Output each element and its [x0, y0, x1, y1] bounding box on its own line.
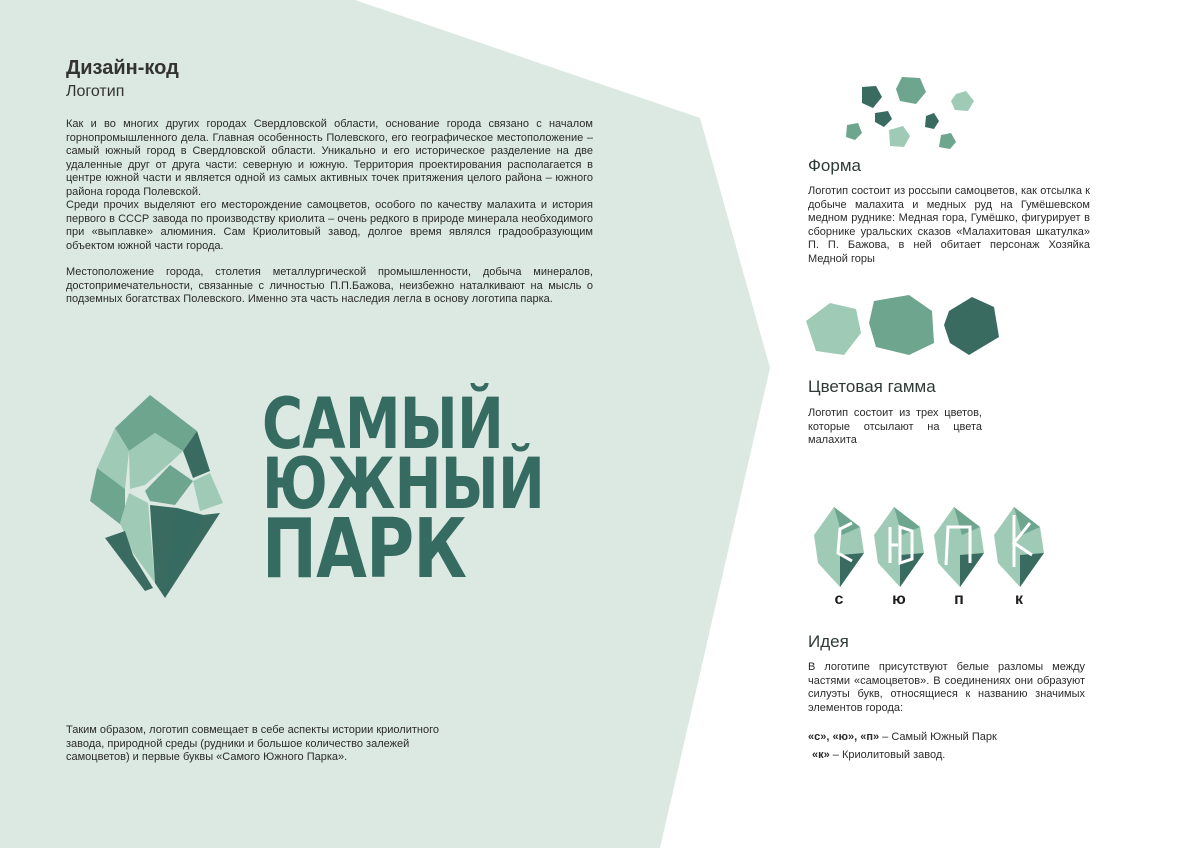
letter-yu: ю [892, 591, 906, 608]
idea-title: Идея [808, 632, 849, 651]
swatch-light [806, 303, 861, 355]
swatch-dark [944, 297, 999, 355]
idea-line-2-letters: «к» [812, 749, 830, 761]
letter-crystals-icon [812, 505, 1052, 590]
conclusion-text: Таким образом, логотип совмещает в себе аспекты истории криолитного завода, природной среды (рудники и большое количество залежей самоцветов) и первые буквы «Самого Южного Парка». [66, 724, 439, 763]
idea-line-2-meaning: – Криолитовый завод. [829, 749, 946, 761]
idea-line-1-meaning: – Самый Южный Парк [879, 731, 997, 743]
crystal-logo-icon [85, 393, 230, 603]
form-text: Логотип состоит из россыпи самоцветов, как отсылка к добыче малахита и медных руд на Гумёшевском медном руднике: Медная гора, Гумёшко, фигурирует в сборнике уральских сказов «Малахитовая шкатулка» П. П. Бажова, в ней обитает персонаж Хозяйка Медной горы [808, 185, 1090, 265]
idea-text: В логотипе присутствуют белые разломы между частями «самоцветов». В соединениях они образуют силуэты букв, относящиеся к названию значимых элементов города: [808, 661, 1085, 714]
idea-line-2 [812, 749, 945, 763]
logo-line-1: САМЫЙ [262, 383, 504, 465]
page-subtitle: Логотип [66, 83, 125, 100]
intro-text [66, 118, 593, 307]
idea-line-1 [808, 731, 997, 745]
letter-k: к [1014, 591, 1023, 608]
palette-title: Цветовая гамма [808, 377, 936, 396]
logo-wordmark [262, 383, 615, 597]
intro-paragraph-3: Местоположение города, столетия металлургической промышленности, добыча минералов, достопримечательности, связанные с личностью П.П.Бажова, неизбежно наталкивают на мысль о подземных богатствах Полевского. Именно эта часть наследия легла в основу логотипа парка. [66, 266, 593, 305]
logo-line-3: ПАРК [262, 502, 467, 597]
page-title: Дизайн-код [66, 57, 179, 79]
letter-crystals [812, 505, 1052, 615]
idea-line-1-letters: «с», «ю», «п» [808, 731, 880, 743]
intro-paragraph-1: Как и во многих других городах Свердловской области, основание города связано с началом горнопромышленного дела. Главная особенность Полевского, его географическое местоположение – самый южный город в Свердловской области. Уникально и его историческое разделение на две удаленные друг от друга части: северную и южную. Территория проектирования располагается в центре южной части и является одной из самых активных точек притяжения целого района – южного района города Полевской. [66, 118, 593, 198]
form-title: Форма [808, 156, 861, 175]
color-swatches [804, 293, 1004, 358]
intro-paragraph-2: Среди прочих выделяют его месторождение самоцветов, особого по качеству малахита и история первого в СССР завода по производству криолита – очень редкого в природе минерала необходимого при «выплавке» алюминия. Сам Криолитовый завод, долгое время являлся градообразующим объектом южной части города. [66, 199, 593, 252]
swatch-mid [869, 295, 934, 355]
palette-text: Логотип состоит из трех цветов, которые отсылают на цвета малахита [808, 407, 982, 446]
letter-p: п [954, 591, 964, 608]
letter-s: с [834, 591, 844, 608]
scattered-gems-icon [838, 73, 988, 153]
logo-line-2: ЮЖНЫЙ [262, 443, 545, 525]
